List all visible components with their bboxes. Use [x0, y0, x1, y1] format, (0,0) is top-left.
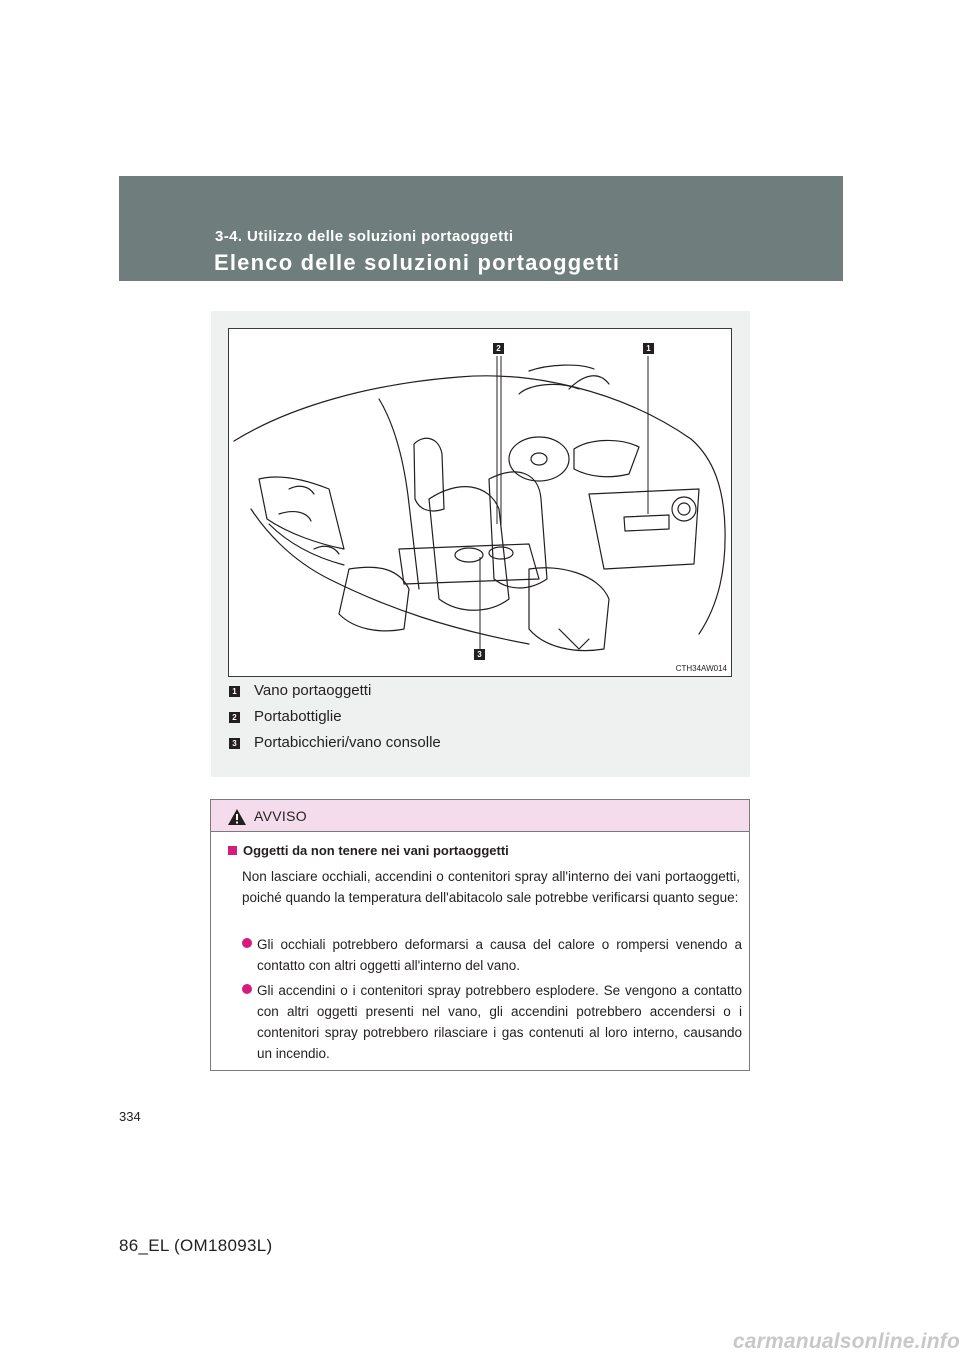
warning-bullet: [242, 934, 742, 976]
circle-bullet-icon: [242, 984, 252, 994]
warning-heading-text: Oggetti da non tenere nei vani portaoggetti: [243, 843, 509, 858]
figure-panel: [211, 311, 750, 777]
legend-marker: 1: [229, 686, 240, 697]
car-interior-drawing: [229, 329, 731, 676]
warning-title: AVVISO: [254, 808, 307, 824]
car-interior-illustration: [228, 328, 732, 677]
legend-label: Portabicchieri/vano consolle: [254, 734, 441, 751]
warning-paragraph: Non lasciare occhiali, accendini o contenitori spray all'interno dei vani portaoggetti, poiché quando la temperatura dell'abitacolo sale potrebbe verificarsi quanto segue:: [242, 869, 740, 905]
callout-marker-1: 1: [643, 343, 654, 354]
circle-bullet-icon: [242, 938, 252, 948]
legend-item: [229, 708, 441, 734]
warning-heading: [228, 843, 509, 858]
legend-label: Portabottiglie: [254, 708, 342, 725]
legend: [229, 682, 441, 760]
header-band: [119, 176, 843, 281]
warning-bullet-text: Gli accendini o i contenitori spray potrebbero esplodere. Se vengono a contatto con altri oggetti presenti nel vano, gli accendini potrebbero accendersi o i contenitori spray potrebbero rilasciare i gas contenuti al loro interno, causando un incendio.: [257, 983, 742, 1061]
warning-header: [211, 800, 749, 832]
page-number: 334: [119, 1109, 141, 1124]
warning-box: [210, 799, 750, 1071]
callout-marker-2: 2: [493, 343, 504, 354]
section-label: 3-4. Utilizzo delle soluzioni portaoggetti: [215, 228, 514, 245]
warning-bullet: [242, 980, 742, 1064]
callout-marker-3: 3: [474, 649, 485, 660]
legend-marker: 3: [229, 738, 240, 749]
watermark: carmanualsonline.info: [732, 1330, 960, 1353]
square-bullet-icon: [228, 846, 237, 855]
legend-item: [229, 682, 441, 708]
figure-code: CTH34AW014: [675, 664, 727, 673]
legend-label: Vano portaoggetti: [254, 682, 372, 699]
warning-bullet-text: Gli occhiali potrebbero deformarsi a causa del calore o rompersi venendo a contatto con altri oggetti all'interno del vano.: [257, 937, 742, 973]
warning-triangle-icon: [227, 808, 247, 826]
legend-marker: 2: [229, 712, 240, 723]
document-code: 86_EL (OM18093L): [119, 1236, 273, 1255]
legend-item: [229, 734, 441, 760]
page-title: Elenco delle soluzioni portaoggetti: [214, 250, 621, 275]
